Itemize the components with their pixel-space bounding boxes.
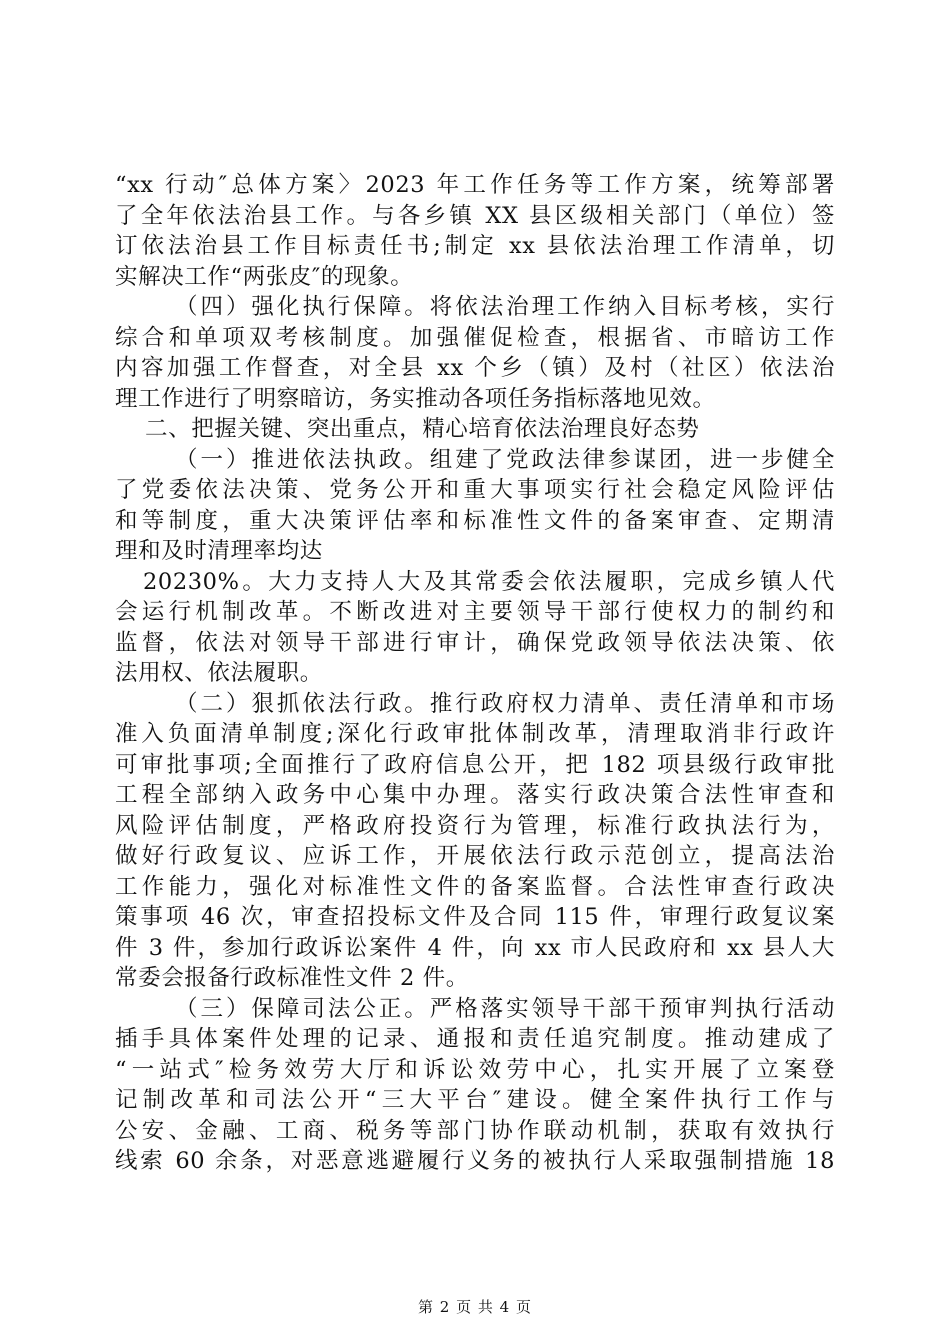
text-line: 理工作进行了明察暗访，务实推动各项任务指标落地见效。: [115, 385, 716, 412]
text-line: 工程全部纳入政务中心集中办理。落实行政决策合法性审查和: [115, 782, 835, 808]
text-line: 工作能力，强化对标准性文件的备案监督。合法性审查行政决: [115, 873, 835, 900]
text-line: 了全年依法治县工作。与各乡镇 XX 县区级相关部门（单位）签: [115, 202, 835, 229]
text-line: （三）保障司法公正。严格落实领导干部干预审判执行活动: [175, 995, 835, 1022]
text-line: 插手具体案件处理的记录、通报和责任追究制度。推动建成了: [115, 1026, 835, 1052]
text-line: 内容加强工作督查，对全县 xx 个乡（镇）及村（社区）依法治: [115, 355, 835, 381]
text-line: “xx 行动″总体方案〉2023 年工作任务等工作方案，统筹部署: [115, 172, 835, 198]
text-line: 线索 60 余条，对恶意逃避履行义务的被执行人采取强制措施 18: [115, 1148, 835, 1174]
text-line: 实解决工作“两张皮″的现象。: [115, 263, 414, 290]
text-line: 法用权、依法履职。: [115, 660, 323, 686]
text-line: 会运行机制改革。不断改进对主要领导干部行使权力的制约和: [115, 599, 835, 625]
text-line: （一）推进依法执政。组建了党政法律参谋团，进一步健全: [175, 446, 835, 473]
text-line: 监督，依法对领导干部进行审计，确保党政领导依法决策、依: [115, 629, 835, 656]
text-line: 常委会报备行政标准性文件 2 件。: [115, 965, 469, 991]
page-number-footer: 第 2 页 共 4 页: [418, 1298, 532, 1316]
text-line: （四）强化执行保障。将依法治理工作纳入目标考核，实行: [175, 294, 835, 320]
text-line: 件 3 件，参加行政诉讼案件 4 件，向 xx 市人民政府和 xx 县人大: [115, 934, 835, 961]
text-line: 风险评估制度，严格政府投资行为管理，标准行政执法行为，: [115, 812, 835, 839]
text-line: 理和及时清理率均达: [115, 538, 323, 564]
text-line: 综合和单项双考核制度。加强催促检查，根据省、市暗访工作: [115, 324, 835, 351]
text-line: 记制改革和司法公开“三大平台″建设。健全案件执行工作与: [115, 1087, 835, 1113]
text-line: “一站式″检务效劳大厅和诉讼效劳中心，扎实开展了立案登: [115, 1056, 835, 1083]
text-line: 策事项 46 次，审查招投标文件及合同 115 件，审理行政复议案: [115, 904, 835, 930]
text-line: 公安、金融、工商、税务等部门协作联动机制，获取有效执行: [115, 1117, 835, 1144]
text-line: 20230%。大力支持人大及其常委会依法履职，完成乡镇人代: [143, 568, 835, 595]
text-line: 和等制度，重大决策评估率和标准性文件的备案审查、定期清: [115, 507, 835, 534]
text-line: 订依法治县工作目标责任书;制定 xx 县依法治理工作清单，切: [115, 233, 835, 259]
document-body: [115, 170, 835, 1177]
text-line: （二）狠抓依法行政。推行政府权力清单、责任清单和市场: [175, 690, 835, 717]
section-heading: 二、把握关键、突出重点，精心培育依法治理良好态势: [145, 416, 700, 442]
text-line: 做好行政复议、应诉工作，开展依法行政示范创立，提高法治: [115, 843, 835, 869]
text-line: 可审批事项;全面推行了政府信息公开，把 182 项县级行政审批: [115, 751, 835, 778]
text-line: 了党委依法决策、党务公开和重大事项实行社会稳定风险评估: [115, 477, 835, 503]
text-line: 准入负面清单制度;深化行政审批体制改革，清理取消非行政许: [115, 721, 835, 747]
